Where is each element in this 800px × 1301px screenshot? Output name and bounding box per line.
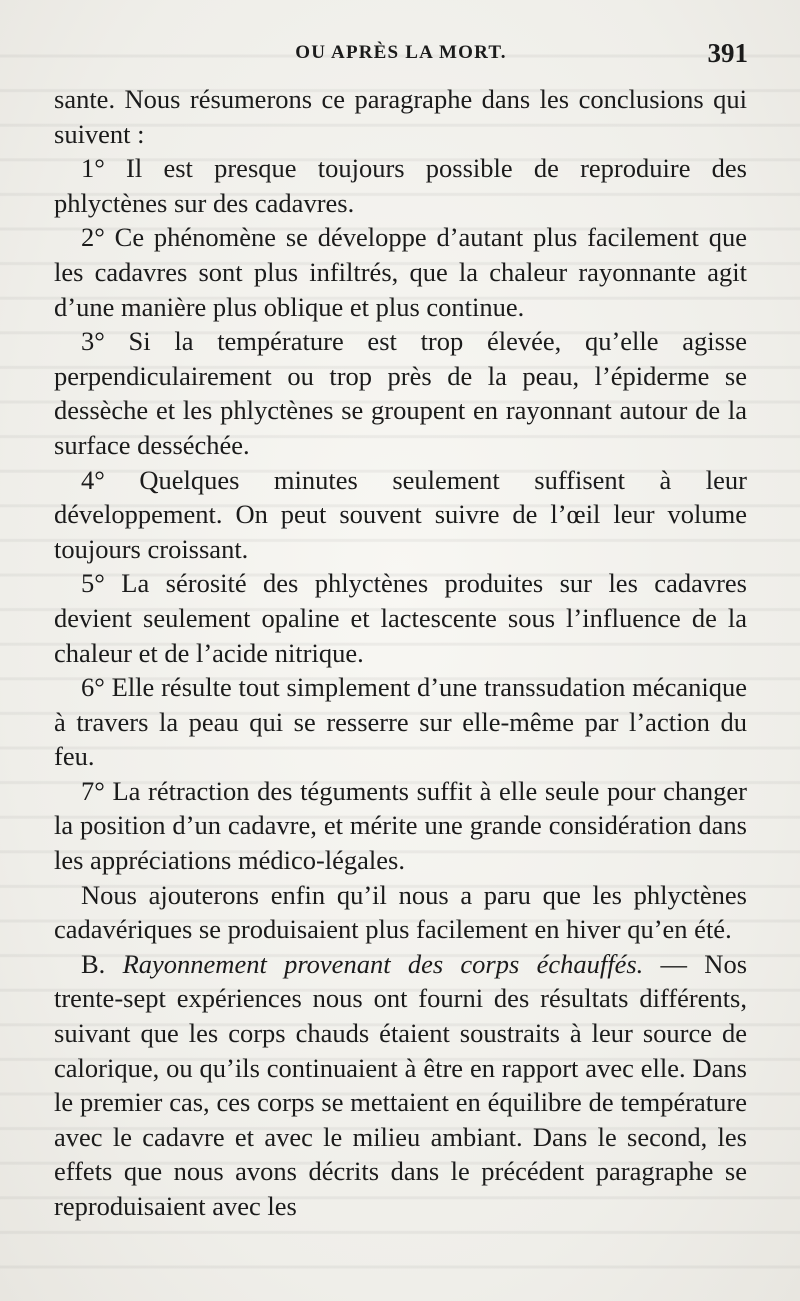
conclusion-1: 1° Il est presque toujours possible de reproduire des phlyctènes sur des cadavres. [54, 153, 747, 218]
section-b-label: B. [81, 948, 106, 979]
conclusion-2: 2° Ce phénomène se développe d’autant plus facilement que les cadavres sont plus infiltrés, que la chaleur rayonnante agit d’une manière plus oblique et plus continue. [54, 222, 747, 322]
running-title: OU APRÈS LA MORT. [295, 42, 507, 63]
section-b [54, 947, 747, 1224]
conclusion-4: 4° Quelques minutes seulement suffisent à leur développement. On peut souvent suivre de l’œil leur volume toujours croissant. [54, 464, 747, 564]
conclusion-3: 3° Si la température est trop élevée, qu’elle agisse perpendiculairement ou trop près de la peau, l’épiderme se dessèche et les phlyctènes se groupent en rayonnant autour de la surface desséchée. [54, 326, 747, 460]
section-b-title: Rayonnement provenant des corps échauffés. [122, 948, 644, 979]
conclusion-6: 6° Elle résulte tout simplement d’une transsudation mécanique à travers la peau qui se resserre sur elle-même par l’action du feu. [54, 672, 747, 772]
conclusion-7: 7° La rétraction des téguments suffit à elle seule pour changer la position d’un cadavre, et mérite une grande considération dans les appréciations médico-légales. [54, 775, 747, 876]
page-header [54, 38, 748, 74]
paragraph-intro: sante. Nous résumerons ce paragraphe dans les conclusions qui suivent : [54, 84, 747, 149]
section-b-text: — Nos trente-sept expériences nous ont fourni des résultats différents, suivant que les corps chauds étaient soustraits à leur source de calorique, ou qu’ils continuaient à être en rapport avec elle. Dans le premier cas, ces corps se mettaient en équilibre de température avec le cadavre et avec le milieu ambiant. Dans le second, les effets que nous avons décrits dans le précédent paragraphe se reproduisaient avec les [54, 948, 748, 1221]
paragraph-winter: Nous ajouterons enfin qu’il nous a paru que les phlyctènes cadavériques se produisaient plus facilement en hiver qu’en été. [54, 879, 747, 945]
page-number: 391 [707, 38, 748, 68]
body-text [54, 82, 747, 1224]
conclusion-5: 5° La sérosité des phlyctènes produites sur les cadavres devient seulement opaline et lactescente sous l’influence de la chaleur et de l’acide nitrique. [54, 568, 747, 668]
